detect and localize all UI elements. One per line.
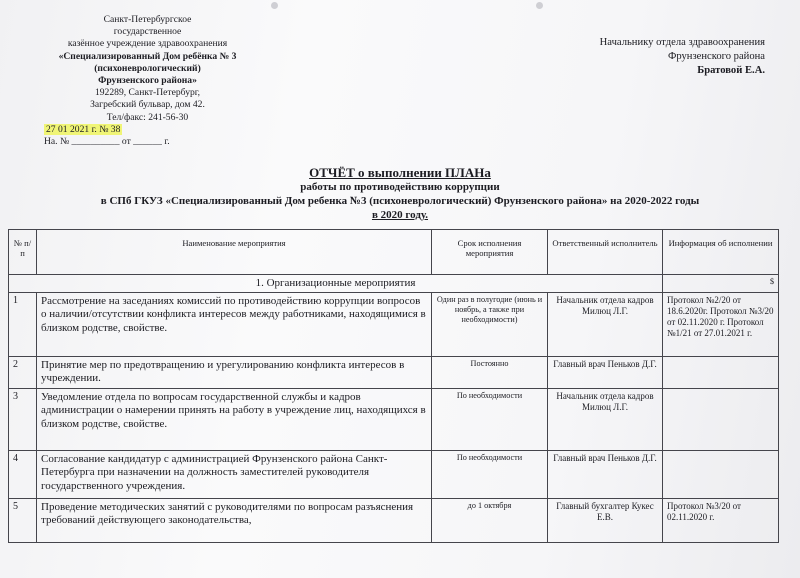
table-row (9, 357, 779, 389)
section-title: 1. Организационные мероприятия (9, 275, 663, 293)
sender-line: 192289, Санкт-Петербург, (94, 87, 201, 99)
section-row (9, 275, 779, 293)
column-header: Информация об исполнении (663, 230, 779, 275)
sender-line: Тел/факс: 241-56-30 (106, 111, 189, 123)
activity-name: Проведение методических занятий с руководителями по вопросам разъяснения требований действующего законодательства, (37, 498, 432, 542)
row-number: 4 (9, 450, 37, 498)
activity-responsible: Главный врач Пеньков Д.Г. (548, 357, 663, 389)
activity-responsible: Начальник отдела кадров Милюц Л.Г. (548, 293, 663, 357)
activity-info (663, 450, 779, 498)
column-header: Наименование мероприятия (37, 230, 432, 275)
row-number: 5 (9, 498, 37, 542)
row-number: 2 (9, 357, 37, 389)
activity-name: Рассмотрение на заседаниях комиссий по противодействию коррупции вопросов о наличии/отсутствии конфликта интересов между работниками, находящимися в близком родстве, свойстве. (37, 293, 432, 357)
sender-line: Санкт-Петербургское (103, 14, 192, 25)
report-year: в 2020 году. (371, 209, 429, 221)
sender-line: Фрунзенского района» (98, 75, 197, 87)
sender-block (40, 14, 255, 148)
sender-line: «Специализированный Дом ребёнка № 3 (58, 50, 237, 62)
activity-term: Постоянно (432, 357, 548, 389)
sender-line: государственное (113, 26, 182, 38)
punch-hole (536, 2, 543, 9)
activity-term: Один раз в полугодие (июнь и ноябрь, а также при необходимости) (432, 293, 548, 357)
activity-responsible: Главный врач Пеньков Д.Г. (548, 450, 663, 498)
activity-name: Принятие мер по предотвращению и урегулированию конфликта интересов в учреждении. (37, 357, 432, 389)
incoming-reference: На. № __________ от ______ г. (44, 136, 170, 148)
recipient-position: Начальнику отдела здравоохранения (599, 37, 765, 48)
activity-info (663, 357, 779, 389)
table-header-row (9, 230, 779, 275)
plan-table (8, 229, 779, 543)
column-header: № п/п (9, 230, 37, 275)
activity-info: Протокол №2/20 от 18.6.2020г. Протокол №3/20 от 02.11.2020 г. Протокол №1/21 от 27.01.2021 г. (663, 293, 779, 357)
activity-name: Уведомление отдела по вопросам государственной службы и кадров администрации о намерении принять на работу в учреждение лиц, находящихся в близком родстве, свойстве. (37, 388, 432, 450)
row-number: 1 (9, 293, 37, 357)
column-header: Ответственный исполнитель (548, 230, 663, 275)
recipient-block (545, 36, 765, 78)
outgoing-date-number: 27 01 2021 г. № 38 (46, 123, 121, 135)
report-subtitle: работы по противодействию коррупции (300, 181, 500, 193)
sender-line: (психоневрологический) (94, 62, 201, 74)
activity-term: По необходимости (432, 450, 548, 498)
report-subtitle-institution: в СПб ГКУЗ «Специализированный Дом ребенка №3 (психоневрологический) Фрунзенского района» на 2020-2022 годы (100, 195, 700, 207)
activity-info (663, 388, 779, 450)
report-title: ОТЧЁТ о выполнении ПЛАНа (309, 165, 491, 180)
activity-term: По необходимости (432, 388, 548, 450)
column-header: Срок исполнения мероприятия (432, 230, 548, 275)
recipient-district: Фрунзенского района (667, 51, 765, 62)
table-row (9, 498, 779, 542)
row-number: 3 (9, 388, 37, 450)
table-row (9, 450, 779, 498)
activity-name: Согласование кандидатур с администрацией Фрунзенского района Санкт-Петербурга при назначении на должность заместителей руководителя государственного учреждения. (37, 450, 432, 498)
activity-responsible: Начальник отдела кадров Милюц Л.Г. (548, 388, 663, 450)
activity-info: Протокол №3/20 от 02.11.2020 г. (663, 498, 779, 542)
recipient-name: Братовой Е.А. (697, 65, 765, 76)
sender-line: Загребский бульвар, дом 42. (90, 99, 205, 111)
sender-line: казённое учреждение здравоохранения (67, 38, 228, 50)
table-row (9, 293, 779, 357)
activity-term: до 1 октября (432, 498, 548, 542)
punch-hole (271, 2, 278, 9)
table-row (9, 388, 779, 450)
section-mark: $ (663, 275, 779, 293)
activity-responsible: Главный бухгалтер Кукес Е.В. (548, 498, 663, 542)
